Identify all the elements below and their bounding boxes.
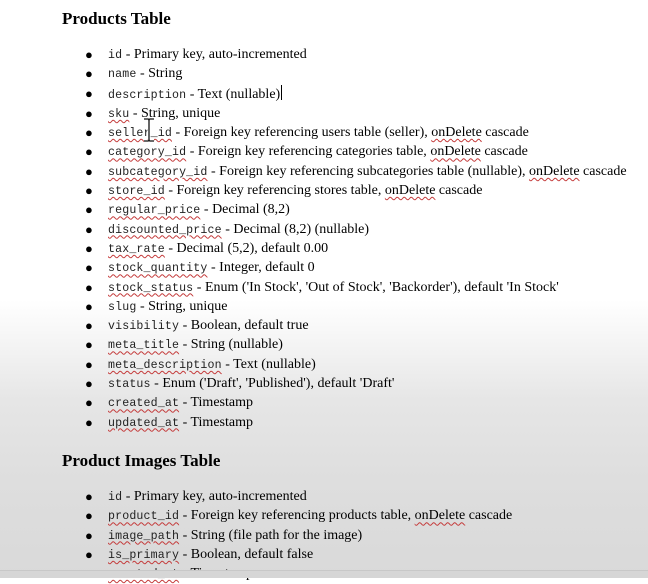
field-name: meta_description: [108, 358, 222, 372]
field-description-prefix: - Foreign key referencing categories table,: [186, 144, 431, 160]
bullet-icon: ●: [85, 395, 93, 411]
list-item-seller-id: [0, 124, 648, 143]
field-description-keyword: onDelete: [414, 508, 466, 524]
list-item-regular-price: [0, 201, 648, 220]
field-description: - String, unique: [129, 105, 221, 121]
field-description-keyword: onDelete: [529, 163, 580, 179]
list-item-name: [0, 65, 648, 84]
field-name: name: [108, 68, 137, 82]
list-item-meta-description: [0, 356, 648, 375]
bullet-icon: ●: [85, 260, 93, 276]
products-fields-list: [0, 46, 648, 433]
list-item-slug: [0, 298, 648, 317]
list-item-meta-title: [0, 336, 648, 355]
list-item-updated-at: [0, 414, 648, 433]
field-description: - String: [136, 66, 183, 82]
field-description-suffix: cascade: [435, 183, 483, 199]
field-name: status: [108, 378, 151, 392]
bullet-icon: ●: [85, 279, 93, 295]
field-name: subcategory_id: [108, 165, 208, 179]
bullet-icon: ●: [85, 183, 93, 199]
field-name: visibility: [108, 320, 180, 334]
list-item-subcategory-id: [0, 163, 648, 182]
field-name: store_id: [108, 185, 165, 199]
field-description-suffix: cascade: [481, 125, 529, 141]
bullet-icon: ●: [85, 546, 93, 562]
field-description: - Boolean, default true: [179, 318, 309, 334]
field-description-suffix: cascade: [480, 144, 528, 160]
bullet-icon: ●: [85, 66, 93, 82]
field-description: - Boolean, default false: [179, 546, 314, 562]
field-name: updated_at: [108, 416, 180, 430]
section-title-products-table: Products Table: [62, 9, 171, 28]
bullet-icon: ●: [85, 240, 93, 256]
field-description: - String (nullable): [179, 337, 283, 353]
field-name: description: [108, 88, 187, 102]
text-cursor-ibeam-icon: [142, 117, 156, 143]
field-name: id: [108, 491, 123, 504]
field-description: - Decimal (8,2) (nullable): [221, 221, 370, 237]
bullet-icon: ●: [85, 221, 93, 237]
field-name: seller_id: [108, 127, 172, 141]
field-description: - Enum ('In Stock', 'Out of Stock', 'Backorder'), default 'In Stock': [193, 279, 559, 295]
field-description: - Text (nullable): [186, 86, 281, 102]
section-title-product-images-table: Product Images Table: [62, 451, 221, 470]
field-name: product_id: [108, 510, 180, 524]
list-item-product-id: [0, 507, 648, 526]
field-description: - Enum ('Draft', 'Published'), default 'Draft': [150, 376, 395, 392]
text-insertion-caret-icon: [281, 85, 282, 100]
list-item-image-path: [0, 527, 648, 546]
field-description: - Primary key, auto-incremented: [122, 489, 307, 504]
field-name: discounted_price: [108, 223, 222, 237]
field-description-prefix: - Foreign key referencing users table (seller),: [171, 125, 432, 141]
list-item-discounted-price: [0, 221, 648, 240]
field-description: - String (file path for the image): [179, 527, 363, 543]
field-description: - Timestamp: [179, 395, 253, 411]
field-description: - Primary key, auto-incremented: [122, 47, 307, 62]
list-item-description: [0, 85, 648, 105]
bullet-icon: ●: [85, 105, 93, 121]
field-description-prefix: - Foreign key referencing subcategories table (nullable),: [207, 163, 529, 179]
field-description: - Text (nullable): [221, 356, 316, 372]
list-item-id: [0, 46, 648, 65]
field-description-suffix: cascade: [579, 163, 627, 179]
field-description: - Decimal (8,2): [200, 202, 290, 218]
bullet-icon: ●: [85, 47, 93, 62]
field-name: regular_price: [108, 204, 201, 218]
field-description: - Decimal (5,2), default 0.00: [164, 240, 329, 256]
list-item-stock-quantity: [0, 259, 648, 278]
bullet-icon: ●: [85, 318, 93, 334]
field-description-keyword: onDelete: [431, 125, 482, 141]
bullet-icon: ●: [85, 356, 93, 372]
list-item-stock-status: [0, 279, 648, 298]
bullet-icon: ●: [85, 414, 93, 430]
field-description-prefix: - Foreign key referencing stores table,: [164, 183, 385, 199]
field-name: stock_status: [108, 281, 194, 295]
field-description: - Integer, default 0: [207, 260, 315, 276]
bullet-icon: ●: [85, 85, 93, 101]
list-item-created-at: [0, 394, 648, 413]
list-item-is-primary: [0, 546, 648, 565]
field-name: slug: [108, 300, 137, 314]
list-item-status: [0, 375, 648, 394]
list-item-id: [0, 488, 648, 507]
field-name: meta_title: [108, 339, 180, 353]
field-description-prefix: - Foreign key referencing products table,: [179, 508, 415, 524]
field-name: category_id: [108, 146, 187, 160]
bullet-icon: ●: [85, 508, 93, 524]
bullet-icon: ●: [85, 527, 93, 543]
bullet-icon: ●: [85, 376, 93, 392]
field-description-keyword: onDelete: [430, 144, 481, 160]
bullet-icon: ●: [85, 298, 93, 314]
bullet-icon: ●: [85, 125, 93, 141]
list-item-visibility: [0, 317, 648, 336]
field-name: sku: [108, 107, 130, 121]
field-name: tax_rate: [108, 242, 165, 256]
list-item-store-id: [0, 182, 648, 201]
field-name: stock_quantity: [108, 262, 208, 276]
field-description-suffix: cascade: [465, 508, 513, 524]
bullet-icon: ●: [85, 489, 93, 504]
list-item-tax-rate: [0, 240, 648, 259]
field-description-keyword: onDelete: [384, 183, 436, 199]
bullet-icon: ●: [85, 144, 93, 160]
bullet-icon: ●: [85, 337, 93, 353]
bullet-icon: ●: [85, 202, 93, 218]
field-name: id: [108, 49, 123, 62]
list-item-sku: [0, 105, 648, 124]
field-description: - String, unique: [136, 298, 228, 314]
field-name: image_path: [108, 529, 180, 543]
bullet-icon: ●: [85, 163, 93, 179]
list-item-category-id: [0, 143, 648, 162]
field-name: created_at: [108, 397, 180, 411]
field-name: is_primary: [108, 548, 180, 562]
field-description: - Timestamp: [179, 414, 253, 430]
